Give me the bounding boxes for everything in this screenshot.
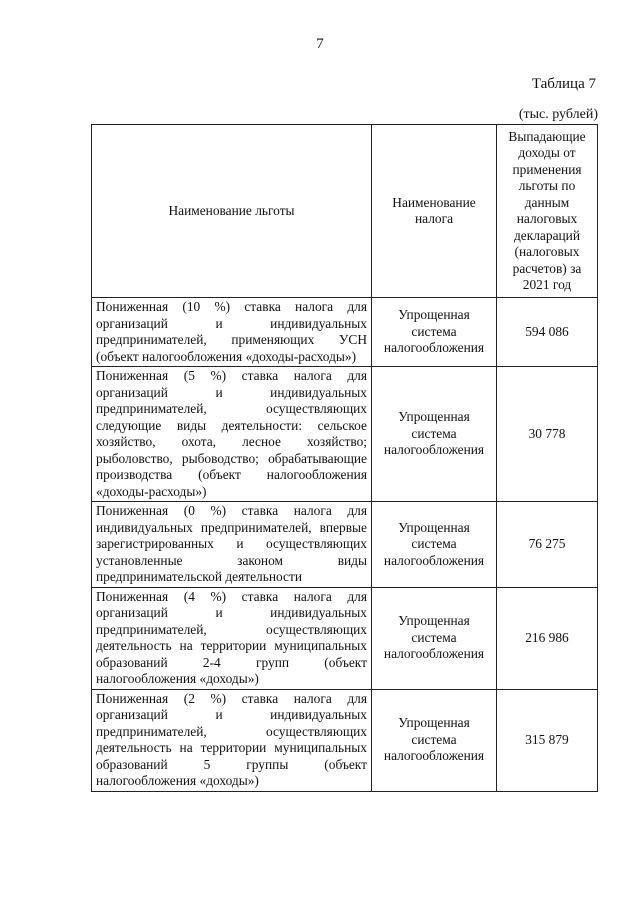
- table-row: [92, 367, 598, 502]
- units-label: (тыс. рублей): [518, 107, 598, 122]
- lost-revenue-cell: 315 879: [497, 689, 598, 791]
- benefit-name-cell: Пониженная (10 %) ставка налога для организаций и индивидуальных предпринимателей, применяющих УСН (объект налогообложения «доходы-расходы»): [92, 298, 372, 367]
- header-tax-name: Наименование налога: [372, 125, 497, 298]
- tax-name-cell: Упрощенная система налогообложения: [372, 502, 497, 588]
- tax-name-cell: Упрощенная система налогообложения: [372, 298, 497, 367]
- header-benefit-name: Наименование льготы: [92, 125, 372, 298]
- benefit-name-cell: Пониженная (2 %) ставка налога для организаций и индивидуальных предпринимателей, осуществляющих деятельность на территории муниципальных образований 5 группы (объект налогообложения «доходы»): [92, 689, 372, 791]
- benefit-name-cell: Пониженная (0 %) ставка налога для индивидуальных предпринимателей, впервые зарегистрированных и осуществляющих установленные законом виды предпринимательской деятельности: [92, 502, 372, 588]
- tax-benefits-table: [91, 124, 598, 792]
- lost-revenue-cell: 594 086: [497, 298, 598, 367]
- table-row: [92, 298, 598, 367]
- page-number: 7: [316, 36, 324, 52]
- header-lost-revenue: Выпадающие доходы от применения льготы по данным налоговых деклараций (налоговых расчетов) за 2021 год: [497, 125, 598, 298]
- lost-revenue-cell: 30 778: [497, 367, 598, 502]
- tax-name-cell: Упрощенная система налогообложения: [372, 587, 497, 689]
- tax-name-cell: Упрощенная система налогообложения: [372, 689, 497, 791]
- table-label: Таблица 7: [531, 76, 596, 92]
- tax-name-cell: Упрощенная система налогообложения: [372, 367, 497, 502]
- table-row: [92, 502, 598, 588]
- table-header-row: [92, 125, 598, 298]
- table-row: [92, 689, 598, 791]
- table-row: [92, 587, 598, 689]
- benefit-name-cell: Пониженная (4 %) ставка налога для организаций и индивидуальных предпринимателей, осуществляющих деятельность на территории муниципальных образований 2-4 групп (объект налогообложения «доходы»): [92, 587, 372, 689]
- benefit-name-cell: Пониженная (5 %) ставка налога для организаций и индивидуальных предпринимателей, осуществляющих следующие виды деятельности: сельское хозяйство, охота, лесное хозяйство; рыболовство, рыбоводство; обрабатывающие производства (объект налогообложения «доходы-расходы»): [92, 367, 372, 502]
- lost-revenue-cell: 76 275: [497, 502, 598, 588]
- lost-revenue-cell: 216 986: [497, 587, 598, 689]
